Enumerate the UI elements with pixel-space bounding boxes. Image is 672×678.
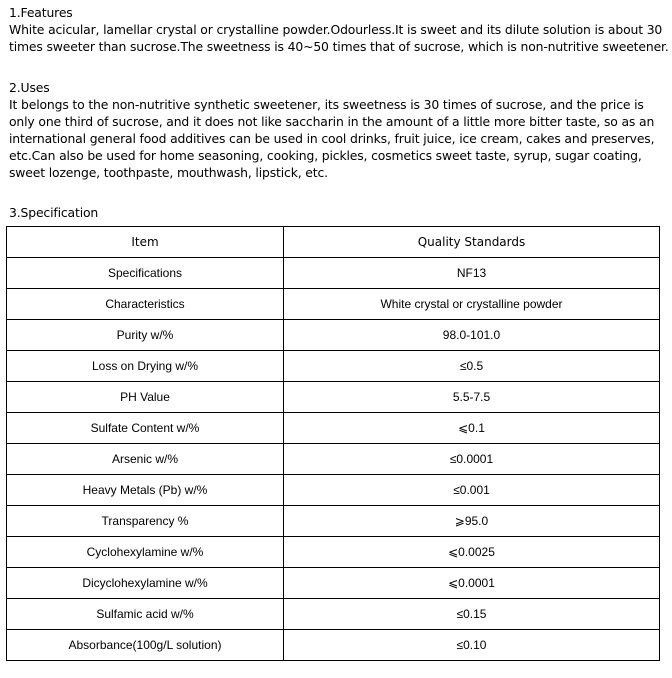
standard-cell: NF13	[284, 258, 660, 289]
table-row	[7, 382, 660, 413]
table-row	[7, 630, 660, 661]
header-quality-standards: Quality Standards	[284, 227, 660, 258]
item-cell: Characteristics	[7, 289, 284, 320]
specification-table	[6, 226, 660, 661]
features-body: White acicular, lamellar crystal or crystalline powder.Odourless.It is sweet and its dilute solution is about 30 times sweeter than sucrose.The sweetness is 40~50 times that of sucrose, which is non-nutritive sweetener.	[9, 22, 669, 54]
standard-cell: ⩾95.0	[284, 506, 660, 537]
table-row	[7, 568, 660, 599]
table-row	[7, 506, 660, 537]
item-cell: Transparency %	[7, 506, 284, 537]
table-row	[7, 413, 660, 444]
table-row	[7, 444, 660, 475]
standard-cell: ≤0.5	[284, 351, 660, 382]
standard-cell: ⩽0.0001	[284, 568, 660, 599]
item-cell: Absorbance(100g/L solution)	[7, 630, 284, 661]
uses-section	[9, 79, 669, 181]
item-cell: Cyclohexylamine w/%	[7, 537, 284, 568]
standard-cell: ≤0.001	[284, 475, 660, 506]
standard-cell: ≤0.15	[284, 599, 660, 630]
item-cell: Heavy Metals (Pb) w/%	[7, 475, 284, 506]
item-cell: Sulfate Content w/%	[7, 413, 284, 444]
standard-cell: ≤0.0001	[284, 444, 660, 475]
standard-cell: ⩽0.1	[284, 413, 660, 444]
specification-title: 3.Specification	[9, 205, 99, 220]
item-cell: Purity w/%	[7, 320, 284, 351]
table-row	[7, 351, 660, 382]
item-cell: Specifications	[7, 258, 284, 289]
item-cell: Dicyclohexylamine w/%	[7, 568, 284, 599]
table-row	[7, 475, 660, 506]
standard-cell: White crystal or crystalline powder	[284, 289, 660, 320]
uses-body: It belongs to the non-nutritive synthetic sweetener, its sweetness is 30 times of sucrose, and the price is only one third of sucrose, and it does not like saccharin in the amount of a little more bitter taste, so as an international general food additives can be used in cool drinks, fruit juice, ice cream, cakes and preserves, etc.Can also be used for home seasoning, cooking, pickles, cosmetics sweet taste, syrup, sugar coating, sweet lozenge, toothpaste, mouthwash, lipstick, etc.	[9, 97, 655, 180]
table-row	[7, 599, 660, 630]
item-cell: PH Value	[7, 382, 284, 413]
table-row	[7, 537, 660, 568]
standard-cell: 5.5-7.5	[284, 382, 660, 413]
header-item: Item	[7, 227, 284, 258]
table-header-row	[7, 227, 660, 258]
standard-cell: 98.0-101.0	[284, 320, 660, 351]
features-title: 1.Features	[9, 5, 73, 20]
specification-section	[9, 204, 669, 221]
table-row	[7, 289, 660, 320]
features-section	[9, 4, 669, 55]
uses-title: 2.Uses	[9, 80, 50, 95]
standard-cell: ≤0.10	[284, 630, 660, 661]
standard-cell: ⩽0.0025	[284, 537, 660, 568]
table-row	[7, 258, 660, 289]
item-cell: Loss on Drying w/%	[7, 351, 284, 382]
item-cell: Arsenic w/%	[7, 444, 284, 475]
table-row	[7, 320, 660, 351]
item-cell: Sulfamic acid w/%	[7, 599, 284, 630]
